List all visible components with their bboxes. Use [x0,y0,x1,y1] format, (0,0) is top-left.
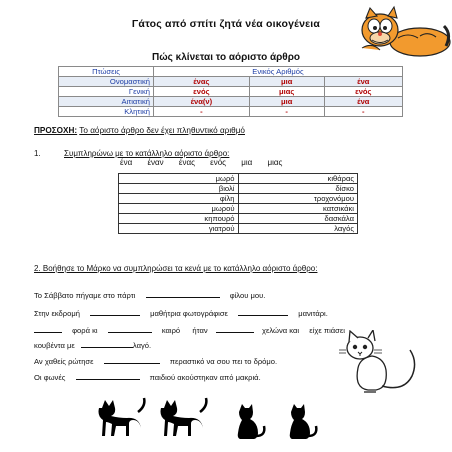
table-row [59,97,403,107]
case-label: Αιτιατική [59,97,154,107]
table-subtitle: Πώς κλίνεται το αόριστο άρθρο [152,52,300,63]
case-label: Κλητική [59,107,154,117]
sentence-text: λαγό. [132,341,152,350]
word-cell-right[interactable]: κιθάρας [238,174,358,184]
sentence-text: είχε πιάσει [309,326,345,335]
black-cat-silhouette-1 [98,396,148,440]
blank-field[interactable] [108,325,152,333]
word-cell-left[interactable]: βιολί [119,184,239,194]
blank-field[interactable] [81,340,133,348]
form-neuter: ένα [324,77,402,87]
black-cat-silhouette-2 [160,396,210,440]
word-cell-right[interactable]: λαγός [238,224,358,234]
table-header-row [59,67,403,77]
sentence-text: παιδιού ακούστηκαν από μακριά. [149,373,261,382]
exercise1-heading [34,149,229,158]
form-feminine: μια [249,97,324,107]
black-cat-silhouette-3 [232,400,268,440]
warning-text: Το αόριστο άρθρο δεν έχει πληθυντικό αριθμό [79,126,245,135]
worksheet-title: Γάτος από σπίτι ζητά νέα οικογένεια [131,18,321,30]
word-cell-left[interactable]: μωρού [119,204,239,214]
form-masculine: ένα(ν) [154,97,250,107]
word-row [119,174,358,184]
sentence-line-5 [34,356,277,366]
form-feminine: μια [249,77,324,87]
word-row [119,204,358,214]
sentence-text: Οι φωνές [34,373,66,382]
sentence-line-3 [34,325,345,335]
form-masculine: ένας [154,77,250,87]
warning-label: ΠΡΟΣΟΧΗ: [34,126,78,135]
form-feminine: μιας [249,87,324,97]
sentence-text: μανιτάρι. [298,309,328,318]
form-neuter: ένα [324,97,402,107]
sentence-line-1 [34,290,265,300]
blank-field[interactable] [238,308,288,316]
sentence-text: μαθήτρια φωτογράφισε [150,309,228,318]
choice-word: ένα [120,158,133,167]
sentence-line-4 [34,340,151,350]
form-neuter: ενός [324,87,402,97]
warning-note [34,126,245,135]
header-cases: Πτώσεις [59,67,154,77]
sentence-text: φορά κι [72,326,98,335]
sentence-text: Αν χαθείς ρώτησε [34,357,94,366]
exercise1-instruction: Συμπληρώνω με το κατάλληλο αόριστο άρθρο: [64,149,230,158]
sentence-text: ήταν [192,326,208,335]
sentence-text: χελώνα και [261,326,300,335]
sentence-line-6 [34,372,261,382]
table-row [59,77,403,87]
form-masculine: ενός [154,87,250,97]
blank-field[interactable] [76,372,140,380]
sentence-text: καιρό [161,326,181,335]
word-cell-right[interactable]: κατσικάκι [238,204,358,214]
form-feminine: - [249,107,324,117]
sitting-cat-illustration [338,330,424,394]
blank-field[interactable] [104,356,160,364]
black-cat-silhouette-4 [284,400,320,440]
word-row [119,214,358,224]
form-neuter: - [324,107,402,117]
sentence-text: φίλου μου. [229,291,266,300]
case-label: Ονομαστική [59,77,154,87]
exercise1-word-table [118,173,358,234]
exercise2-heading [34,264,317,273]
choice-word: μια [241,158,253,167]
word-cell-left[interactable]: μωρό [119,174,239,184]
word-row [119,184,358,194]
table-row [59,107,403,117]
word-cell-left[interactable]: κηπουρό [119,214,239,224]
sentence-text: Στην εκδρομή [34,309,80,318]
blank-field[interactable] [216,325,254,333]
sentence-line-2 [34,308,328,318]
word-cell-left[interactable]: γιατρού [119,224,239,234]
word-cell-left[interactable]: φίλη [119,194,239,204]
word-row [119,224,358,234]
sentence-text: περαστικό να σου πει το δρόμο. [169,357,278,366]
exercise2-instruction: 2. Βοήθησε το Μάρκο να συμπληρώσει τα κενά με το κατάλληλο αόριστο άρθρο: [34,264,318,273]
choice-word: μιας [267,158,283,167]
blank-field[interactable] [34,325,62,333]
word-cell-right[interactable]: τροχονόμου [238,194,358,204]
word-cell-right[interactable]: δίσκο [238,184,358,194]
blank-field[interactable] [90,308,140,316]
word-cell-right[interactable]: δασκάλα [238,214,358,224]
form-masculine: - [154,107,250,117]
declension-table [58,66,403,117]
article-choices [120,158,295,167]
blank-field[interactable] [146,290,220,298]
choice-word: ενός [210,158,227,167]
word-row [119,194,358,204]
exercise1-number: 1. [34,149,41,158]
sentence-text: κουβέντα με [34,341,75,350]
table-row [59,87,403,97]
choice-word: έναν [147,158,164,167]
header-singular: Ενικός Αριθμός [154,67,403,77]
choice-word: ένας [178,158,195,167]
sentence-text: Το Σάββατο πήγαμε στο πάρτι [34,291,136,300]
case-label: Γενική [59,87,154,97]
